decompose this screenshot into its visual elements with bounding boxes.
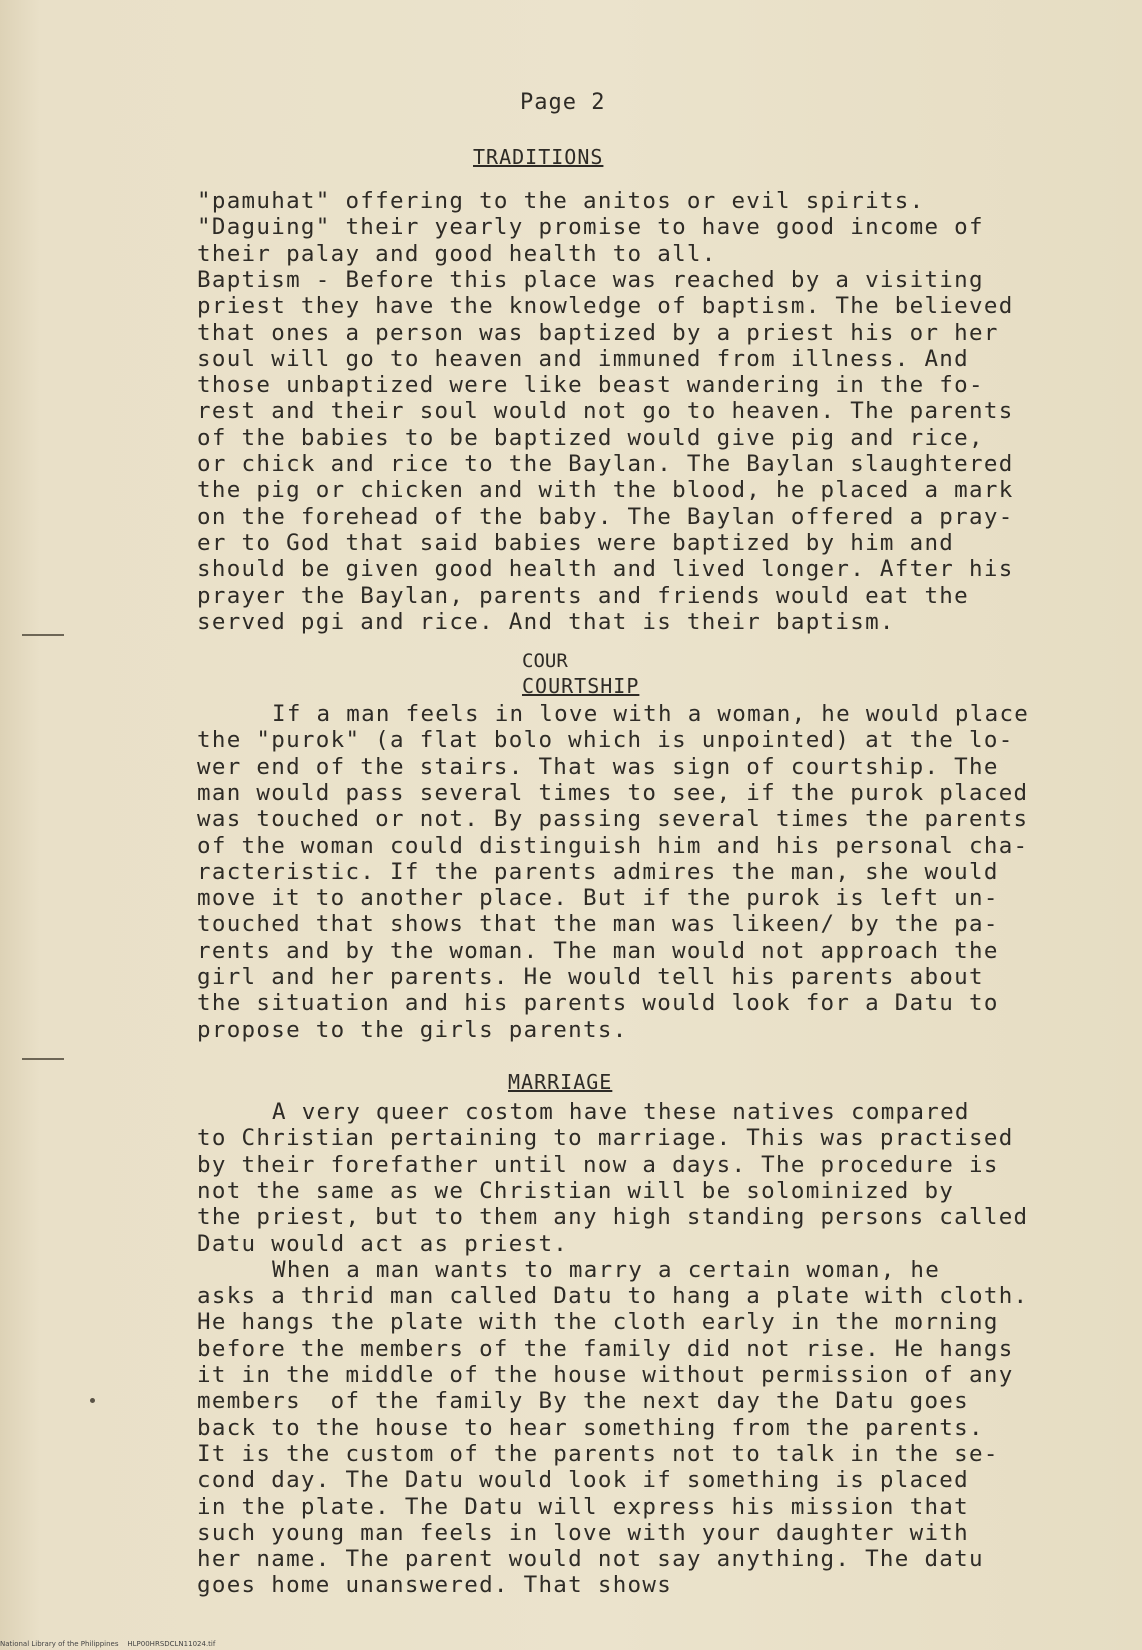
- marriage-heading: MARRIAGE: [508, 1070, 613, 1094]
- courtship-heading: COURTSHIP: [522, 674, 640, 698]
- text-line: "pamuhat" offering to the anitos or evil spirits.: [197, 188, 925, 214]
- text-line: "Daguing" their yearly promise to have good income of: [197, 214, 984, 241]
- text-line: rest and their soul would not go to heaven. The parents: [197, 398, 1014, 425]
- text-line: the "purok" (a flat bolo which is unpointed) at the lo-: [197, 727, 1014, 754]
- text-line: was touched or not. By passing several times the parents: [197, 806, 1029, 833]
- text-line: man would pass several times to see, if the purok placed: [197, 779, 1029, 806]
- text-line: racteristic. If the parents admires the man, she would: [197, 858, 999, 885]
- text-line: Datu would act as priest.: [197, 1230, 569, 1257]
- text-line: priest they have the knowledge of baptism. The believed: [197, 293, 1014, 320]
- text-line: wer end of the stairs. That was sign of courtship. The: [197, 753, 999, 780]
- text-line: touched that shows that the man was likeen/ by the pa-: [197, 911, 999, 938]
- text-line: He hangs the plate with the cloth early in the morning: [197, 1309, 999, 1336]
- text-line: asks a thrid man called Datu to hang a plate with cloth.: [197, 1283, 1029, 1310]
- text-line: not the same as we Christian will be solominized by: [197, 1177, 955, 1204]
- text-line: her name. The parent would not say anything. The datu: [197, 1546, 984, 1573]
- text-line: the priest, but to them any high standing persons called: [197, 1204, 1029, 1231]
- text-line: propose to the girls parents.: [197, 1016, 628, 1043]
- text-line: rents and by the woman. The man would not approach the: [197, 937, 999, 964]
- text-line: to Christian pertaining to marriage. This was practised: [197, 1125, 1014, 1152]
- text-line: When a man wants to marry a certain woman, he: [272, 1256, 941, 1283]
- text-line: er to God that said babies were baptized by him and: [197, 529, 955, 556]
- text-line: goes home unanswered. That shows: [197, 1572, 673, 1599]
- text-line: If a man feels in love with a woman, he would place: [272, 701, 1030, 727]
- text-line: A very queer costom have these natives compared: [272, 1099, 970, 1125]
- text-line: their palay and good health to all.: [197, 240, 717, 267]
- text-line: on the forehead of the baby. The Baylan offered a pray-: [197, 503, 1014, 530]
- text-line: the situation and his parents would look for a Datu to: [197, 990, 999, 1017]
- text-line: should be given good health and lived longer. After his: [197, 556, 1014, 583]
- text-line: cond day. The Datu would look if something is placed: [197, 1467, 969, 1494]
- text-line: it in the middle of the house without permission of any: [197, 1362, 1014, 1388]
- text-line: back to the house to hear something from the parents.: [197, 1414, 984, 1441]
- text-line: or chick and rice to the Baylan. The Baylan slaughtered: [197, 451, 1014, 477]
- page-number: Page 2: [520, 90, 606, 115]
- margin-dot: [90, 1398, 95, 1403]
- text-line: of the woman could distinguish him and his personal cha-: [197, 832, 1029, 859]
- text-line: that ones a person was baptized by a priest his or her: [197, 319, 999, 346]
- margin-mark: [22, 634, 64, 636]
- text-line: move it to another place. But if the purok is left un-: [197, 885, 999, 912]
- text-line: girl and her parents. He would tell his parents about: [197, 964, 984, 990]
- text-line: prayer the Baylan, parents and friends would eat the: [197, 582, 969, 609]
- text-line: members of the family By the next day the Datu goes: [197, 1388, 969, 1415]
- text-line: those unbaptized were like beast wandering in the fo-: [197, 372, 984, 399]
- text-line: served pgi and rice. And that is their baptism.: [197, 608, 895, 635]
- text-line: such young man feels in love with your daughter with: [197, 1519, 969, 1546]
- text-line: by their forefather until now a days. The procedure is: [197, 1151, 999, 1178]
- text-line: Baptism - Before this place was reached by a visiting: [197, 266, 984, 293]
- cour-fragment: COUR: [522, 650, 568, 672]
- text-line: in the plate. The Datu will express his mission that: [197, 1493, 969, 1520]
- text-line: before the members of the family did not rise. He hangs: [197, 1335, 1014, 1362]
- text-line: soul will go to heaven and immuned from illness. And: [197, 345, 969, 372]
- text-line: It is the custom of the parents not to talk in the se-: [197, 1440, 999, 1467]
- text-line: the pig or chicken and with the blood, he placed a mark: [197, 477, 1014, 504]
- margin-mark: [22, 1058, 64, 1060]
- footer-caption: National Library of the Philippines HLP00HRSDCLN11024.tif: [0, 1640, 216, 1648]
- traditions-heading: TRADITIONS: [473, 145, 604, 169]
- text-line: of the babies to be baptized would give pig and rice,: [197, 424, 984, 451]
